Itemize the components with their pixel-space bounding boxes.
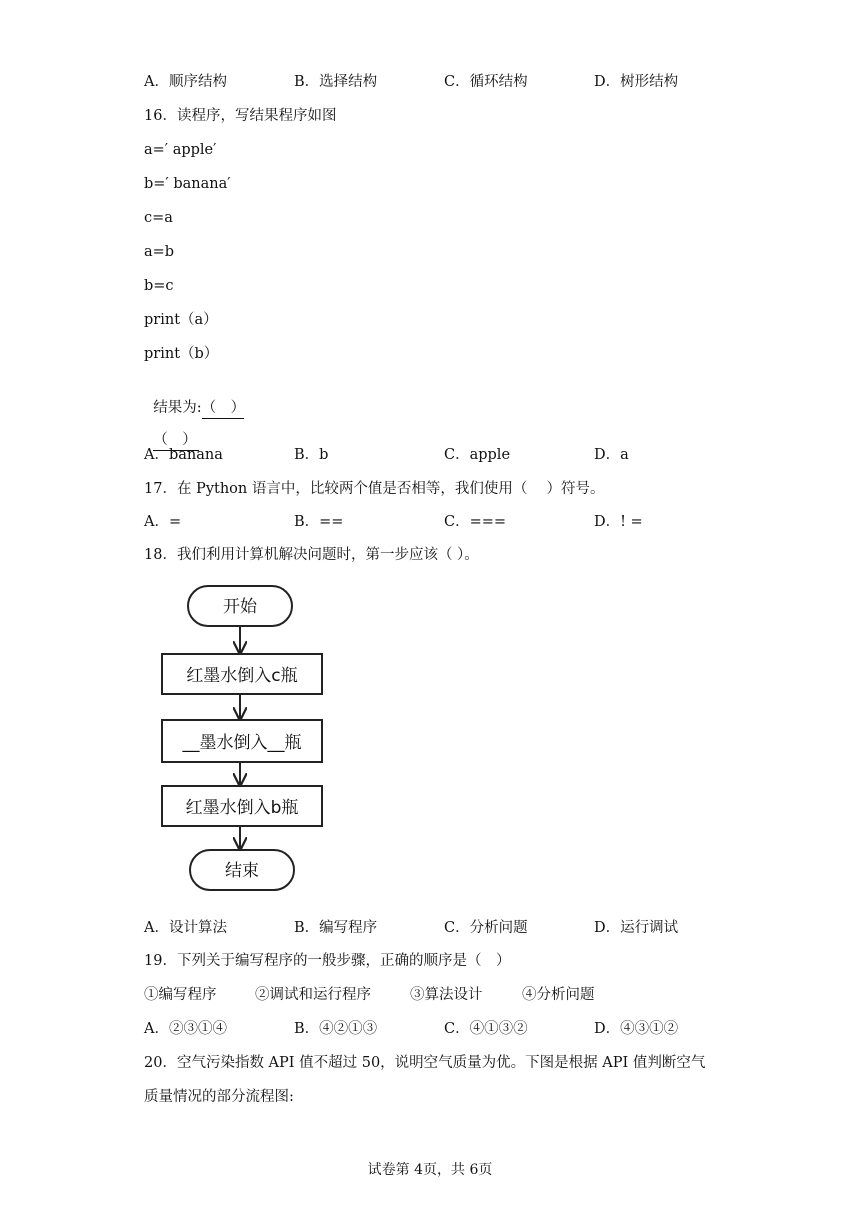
answer-blank[interactable]: （ ） bbox=[202, 398, 244, 419]
option-b: B．④②①③ bbox=[294, 1021, 378, 1037]
process-label: __墨水倒入__瓶 bbox=[182, 733, 302, 753]
q20-line-1: 20．空气污染指数 API 值不超过 50，说明空气质量为优。下图是根据 API 值判断空气 bbox=[144, 1055, 706, 1071]
process-box bbox=[162, 720, 322, 762]
q16-stem: 16．读程序，写结果程序如图 bbox=[144, 108, 337, 124]
code-line: a=′ apple′ bbox=[144, 142, 217, 158]
option-c: C．循环结构 bbox=[444, 74, 528, 90]
option-d: D．! = bbox=[594, 514, 643, 530]
q17-options bbox=[144, 512, 744, 532]
start-node bbox=[188, 586, 292, 626]
option-d: D．④③①② bbox=[594, 1021, 679, 1037]
code-line: a=b bbox=[144, 244, 175, 260]
flowchart bbox=[0, 578, 860, 908]
option-b: B．编写程序 bbox=[294, 920, 378, 936]
option-c: C．=== bbox=[444, 514, 507, 530]
code-line: c=a bbox=[144, 210, 173, 226]
answer-blank[interactable]: （ ） bbox=[153, 430, 199, 451]
q16-options bbox=[144, 445, 744, 465]
q19-items bbox=[144, 985, 744, 1005]
code-line: b=c bbox=[144, 278, 174, 294]
option-a: A．设计算法 bbox=[144, 920, 227, 936]
step-item: ④分析问题 bbox=[522, 987, 595, 1003]
option-c: C．apple bbox=[444, 447, 511, 463]
q19-options bbox=[144, 1019, 744, 1039]
process-label: 红墨水倒入c瓶 bbox=[186, 666, 298, 686]
option-a: A．= bbox=[144, 514, 182, 530]
option-b: B．选择结构 bbox=[294, 74, 378, 90]
code-line: print（a） bbox=[144, 312, 218, 328]
option-d: D．a bbox=[594, 447, 629, 463]
step-item: ①编写程序 bbox=[144, 987, 217, 1003]
q17-stem: 17．在 Python 语言中，比较两个值是否相等，我们使用（ ）符号。 bbox=[144, 481, 605, 497]
step-item: ②调试和运行程序 bbox=[255, 987, 371, 1003]
option-c: C．分析问题 bbox=[444, 920, 528, 936]
option-a: A．②③①④ bbox=[144, 1021, 227, 1037]
end-node bbox=[190, 850, 294, 890]
page-footer: 试卷第 4页，共 6页 bbox=[367, 1162, 493, 1178]
option-d: D．运行调试 bbox=[594, 920, 679, 936]
option-a: A．banana bbox=[144, 447, 223, 463]
q19-stem: 19．下列关于编写程序的一般步骤，正确的顺序是（ ） bbox=[144, 953, 511, 969]
code-line: print（b） bbox=[144, 346, 219, 362]
q15-options bbox=[144, 72, 744, 92]
start-label: 开始 bbox=[223, 597, 257, 617]
end-label: 结束 bbox=[225, 861, 259, 881]
option-c: C．④①③② bbox=[444, 1021, 528, 1037]
option-d: D．树形结构 bbox=[594, 74, 679, 90]
q18-options bbox=[144, 918, 744, 938]
step-item: ③算法设计 bbox=[410, 987, 483, 1003]
result-label: 结果为: bbox=[153, 400, 202, 416]
q20-line-2: 质量情况的部分流程图: bbox=[144, 1089, 294, 1105]
code-line: b=′ banana′ bbox=[144, 176, 231, 192]
option-b: B．== bbox=[294, 514, 344, 530]
q18-stem: 18．我们利用计算机解决问题时，第一步应该（ ）。 bbox=[144, 547, 479, 563]
process-box bbox=[162, 654, 322, 694]
option-b: B．b bbox=[294, 447, 329, 463]
process-label: 红墨水倒入b瓶 bbox=[185, 798, 299, 818]
process-box bbox=[162, 786, 322, 826]
option-a: A．顺序结构 bbox=[144, 74, 227, 90]
